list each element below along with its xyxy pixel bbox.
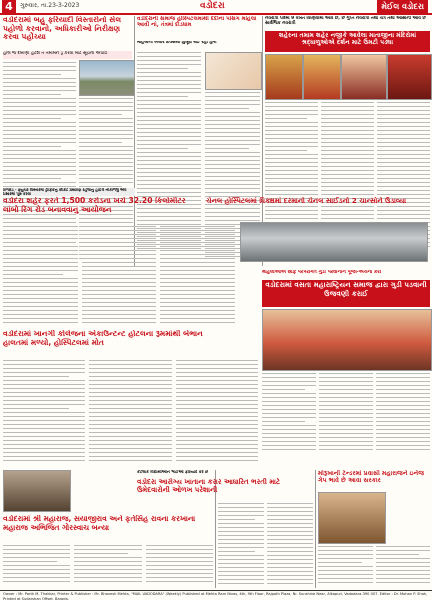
story-a10-photo	[3, 470, 71, 512]
masthead	[0, 0, 432, 15]
story-a8-headline: કેટલાક વિદ્યાર્થીઓને ભાઈઓ ફરિયાદ કરે છે	[137, 470, 209, 474]
story-a3-photo-1	[265, 54, 303, 100]
mid-body-text	[3, 226, 235, 326]
column-rule	[315, 470, 316, 588]
story-a8-body	[218, 503, 313, 587]
story-a1-photo	[79, 60, 135, 96]
story-a10-body	[3, 545, 213, 587]
story-a3-headline: નવરાત્રી પર્વમાં 9 વખત વિષ્ણવામાં આવે છે, છ ગુપ્ત નવરાત્રી તથા ચૈત્ર તથા આસોની આવે છે સાર્વજિક નવરાત્રી	[265, 16, 426, 27]
story-a1-subhead: હાલ જે દબાણો હટશે તે તમામને ડ્ર કરવા માટે સૂચના અપાઈ	[3, 51, 132, 59]
story-a1-headline: વડોદરામાં બહુ ફરિયાદી વિસ્તારોનો સેલ પહોળો કરવાનો, અધિકારીઓ નિરીક્ષણ કરવા પહોંચ્યા	[3, 16, 122, 42]
gudi-body-text	[262, 373, 430, 465]
story-a2-poster	[205, 52, 262, 90]
page-number: 4	[2, 0, 16, 13]
story-a4-headline: વડોદરા શહેર ફરતે 1,500 કરોડના ખર્ચે 32.20 કિલોમીટર લાંબો રિંગ રોડ બનાવવાનું આયોજન	[3, 197, 186, 214]
story-a10-headline: વડોદરામાં શ્રી મહારાજ, સયાજીરાવ અને ફતેસિંહ રાવના કરખાના મહારાજ અભિજિત ગોરસ્વાચ બન્યા	[3, 515, 196, 532]
lower-body-text	[3, 360, 258, 464]
imprint-footer: Owner : Mr. Parth M. Thakkar, Printer & Publisher : Mr. Bhavesh Mehta, "MAIL VADODARA" (Weekly) Published at Mehta Ram Nivas, 4th, 9th Floor, Rajpath Plaza, Nr. Sunshine Near, Alkapuri, Vadodara-390 007. Editor : Dr. Mohan P. Shah, Printed at Sudarshan Offset, Baroda.	[0, 590, 432, 600]
story-a8-title: વડોદરા આરોગ્ય ખાતાના કરાર આધારિત ભરતી માટે ઉમેદવારોની ઓળખ પરેશાની	[137, 478, 281, 495]
section-city: વડોદરા	[200, 1, 225, 11]
story-a9-headline: મોરૂખાની ટેન્ડરમાં પ્રવાસી મહારાજને ઇનેજ ગેપ ભાવે છે આવા સરકાર	[318, 470, 425, 485]
story-a5-headline: ચેનલ હોસ્પિટલમાં ધિક્ક્ષમાં દરમાનો ચેનલ સાઈડનો 2 ચાન્સોને ઉડાવ્યા	[206, 197, 407, 205]
story-a7-headline: વડોદરામાં વસતા મહારાષ્ટ્રિયન સમાજ દ્વારા ગુડી પડવાની ઉજવણી કરાઈ	[262, 280, 430, 307]
story-a6-headline: વડોદરામાં ખાનગી કોલેજના એકાઉન્ટન્ટ હોટલના રૂમમાંથી બેભાન હાલતમાં મળ્યો, હોસ્પિટલમાં મોત	[3, 330, 203, 347]
story-a4-banner: રિંગરોડ - ફ્યુચર વિસ્તારમાં ટ્રાફિકનું કોંક્રિટ પ્રસારણ રહેલાનું હાઈવે નીકાળેલું એવ પ્રસારમાં પૂરું કરવા	[3, 188, 135, 196]
story-a9-photo	[318, 492, 386, 544]
story-a7-banner: મહિલાઓએ સાફ પરંપરાગત ગુડી પરવાનીને પૂજા-અર્ચના કરી	[262, 270, 382, 275]
story-a2-subhead: મહિલાની બેચાર દિવસથી શુશ્રૂષા થઈ રહી હતી	[137, 41, 217, 45]
story-a9-body	[318, 546, 430, 588]
brand-label: મેઈલ વડોદરા	[377, 0, 428, 13]
story-a2-headline: વડોદરાની સમાજ હોસ્પિટલમાંથી દર્દીના પૈસિંગ મહિલા આવી નાં, તંત્રમાં દોડધામ	[137, 16, 257, 29]
story-a3-photo-4	[387, 54, 432, 100]
story-a3-photo-3	[341, 54, 387, 100]
story-a5-photo	[240, 222, 428, 262]
story-a7-photo	[262, 309, 432, 371]
story-a3-photo-2	[303, 54, 341, 100]
issue-date: ગુરુવાર, તા.23-3-2023	[20, 2, 80, 9]
story-a3-title: શહેરના તમામ શહેર નજીકે આવેલા માતાજીના મંદિરોમાં શ્રદ્ધાળુઓએ દર્શન માટે ઉમટી પડ્યા	[265, 31, 430, 52]
